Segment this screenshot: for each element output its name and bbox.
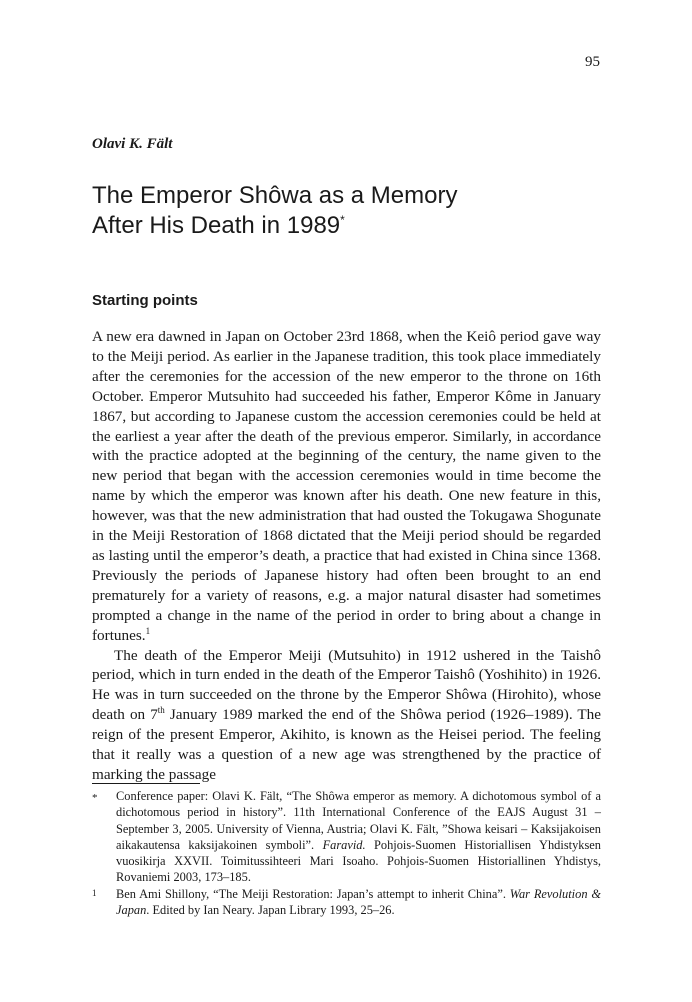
paragraph-2 (92, 646, 601, 785)
footnote-1-text-a: Ben Ami Shillony, “The Meiji Restoration: Japan’s attempt to inherit China”. (116, 886, 510, 901)
article-title (92, 181, 457, 241)
paragraph-1-text: A new era dawned in Japan on October 23rd 1868, when the Keiô period gave way to the Meiji period. As earlier in the Japanese tradition, this took place immediately after the ceremonies for the accession of the new emperor to the throne on 16th October. Emperor Mutsuhito had succeeded his father, Emperor Kôme in January 1867, but according to Japanese custom the accession ceremonies could be held at the earliest a year after the death of the previous emperor. Similarly, in accordance with the practice adopted at the beginning of the century, the name given to the new period that began with the accession ceremonies would in time become the name by which the emperor was known after his death. One new feature in this, however, was that the new administration that had ousted the Tokugawa Shogunate in the Meiji Restoration of 1868 dictated that the Meiji period should be regarded as lasting until the emperor’s death, a practice that had existed in China since 1368. Previously the periods of Japanese history had often been brought to an end prematurely for a variety of reasons, e.g. a major natural disaster had sometimes prompted a change in the name of the period in order to bring about a change in fortunes. (92, 328, 601, 644)
author-name: Olavi K. Fält (92, 136, 173, 152)
footnote-1-marker: 1 (92, 887, 97, 898)
footnote-1 (92, 886, 601, 919)
footnote-star-text-a: Conference paper: Olavi K. Fält, “The Shôwa emperor as memory. A dichotomous symbol of a dichotomous period in history”. 11th International Conference of the EAJS August 31 – September 3, 2005. University of Vienna, Austria; Olavi K. Fält, ”Showa keisari – Kaksijakoisen aikakautensa kaksijakoinen symboli”. (116, 789, 601, 852)
title-footnote-marker: * (340, 213, 345, 227)
footnote-ref-1: 1 (145, 625, 151, 636)
footnote-star-text-b: Pohjois-Suomen Historiallisen Yhdistyksen vuosikirja XXVII. Toimitussihteeri Mari Isoaho. Pohjois-Suomen Historiallinen Yhdistys, Rovaniemi 2003, 173–185. (116, 837, 601, 885)
footnote-divider (92, 783, 200, 784)
footnote-star-marker: * (92, 792, 98, 804)
paragraph-1 (92, 327, 601, 646)
page-number: 95 (585, 54, 600, 70)
paragraph-2-text-a: The death of the Emperor Meiji (Mutsuhito) in 1912 ushered in the Taishô period, which in turn ended in the death of the Emperor Taishô (Yoshihito) in 1926. He was in turn succeeded on the throne by the Emperor Shôwa (Hirohito), whose death on 7 (92, 646, 601, 724)
footnotes (92, 788, 601, 918)
title-line-2: After His Death in 1989 (92, 212, 341, 239)
body-text (92, 327, 601, 785)
footnote-star (92, 788, 601, 886)
ordinal-suffix: th (157, 705, 165, 716)
title-line-1: The Emperor Shôwa as a Memory (92, 182, 458, 209)
footnote-star-journal: Faravid. (322, 837, 366, 852)
footnote-1-text-b: . Edited by Ian Neary. Japan Library 1993, 25–26. (146, 903, 395, 918)
section-heading: Starting points (92, 292, 198, 309)
paragraph-2-text-b: January 1989 marked the end of the Shôwa period (1926–1989). The reign of the present Emperor, Akihito, is known as the Heisei period. The feeling that it really was a question of a new age was strengthened by the practice of marking the passage (92, 706, 602, 783)
footnote-1-book-title: War Revolution & Japan (116, 886, 601, 918)
